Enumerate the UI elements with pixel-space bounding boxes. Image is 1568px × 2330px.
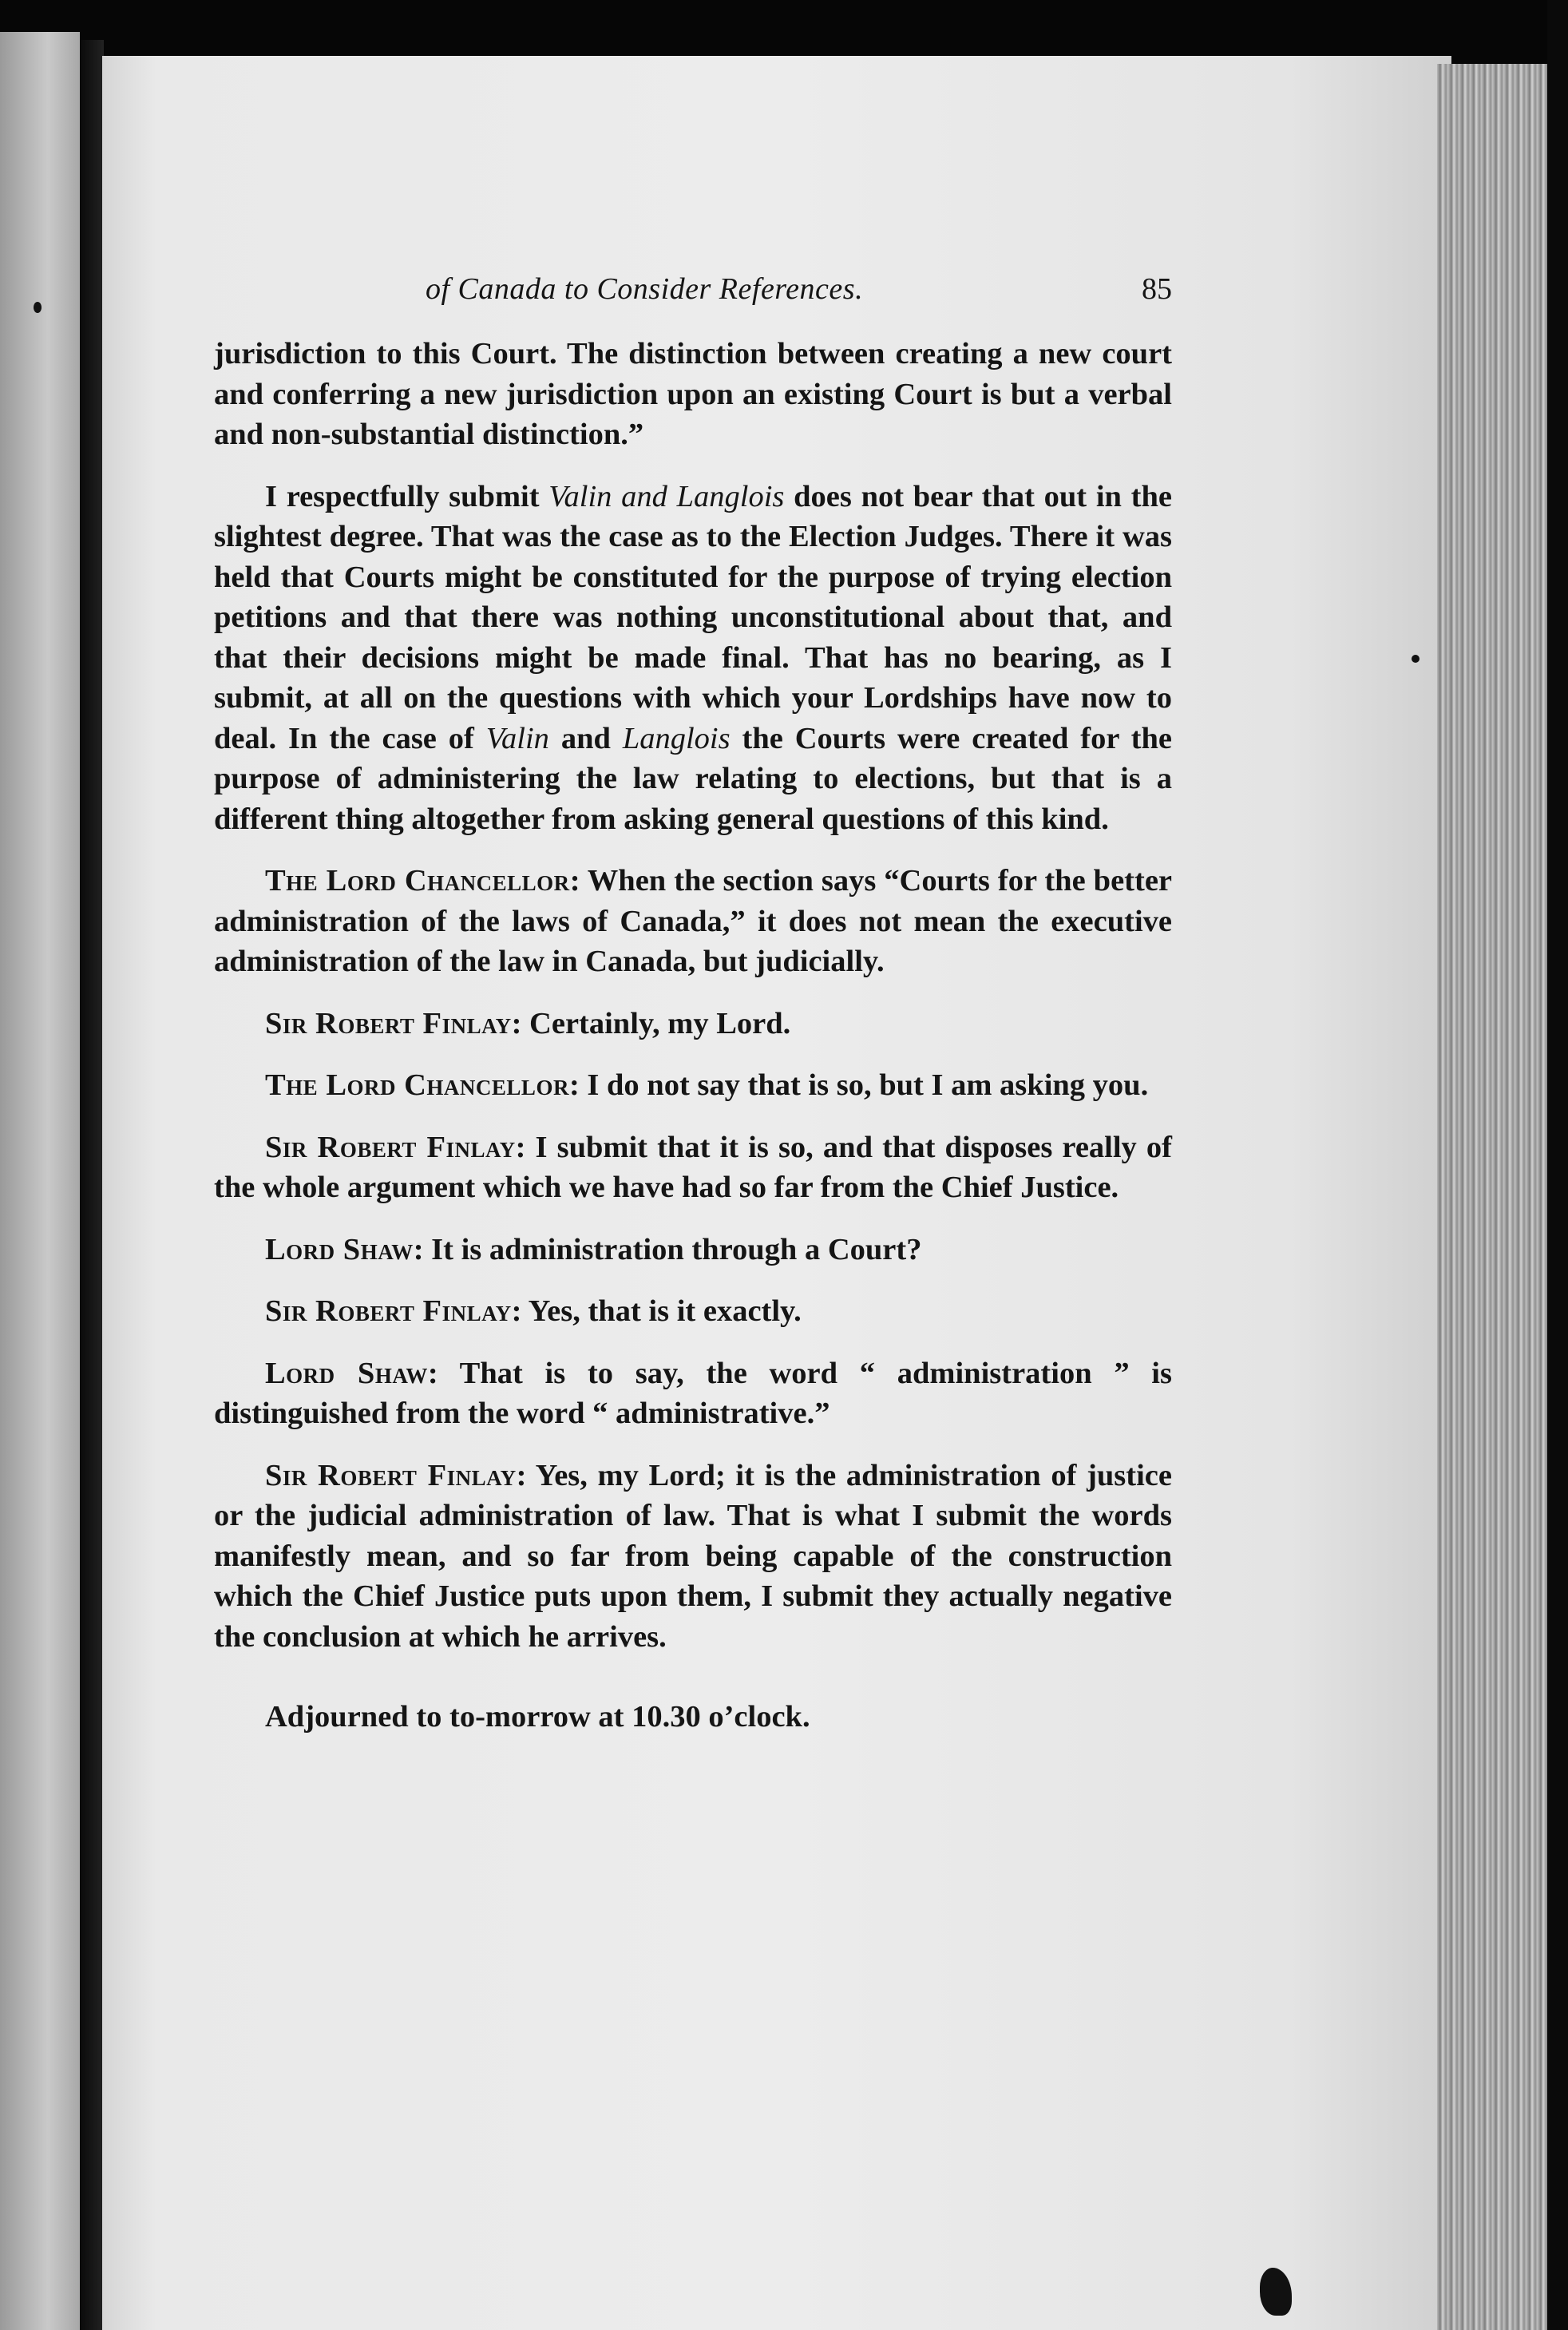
dialogue-text: : When the section says “Courts for the better administration of the laws of Canada,” it does not mean the executive administration of the law in Canada, but judicially. [214, 864, 1172, 978]
running-head [214, 271, 1172, 319]
adjournment-text: Adjourned to to-morrow at 10.30 o’clock. [265, 1700, 810, 1734]
speaker-name: The Lord Chancellor [265, 1068, 569, 1102]
facing-page-edge [0, 32, 80, 2330]
dialogue-paragraph [214, 1004, 1172, 1044]
dialogue-text: : It is administration through a Court? [413, 1232, 922, 1266]
dialogue-paragraph [214, 1353, 1172, 1434]
dialogue-text: : That is to say, the word “ administration ” is distinguished from the word “ administrative.” [214, 1356, 1172, 1430]
case-name: Langlois [622, 721, 731, 755]
case-name: Valin [485, 721, 549, 755]
paragraph-text: jurisdiction to this Court. The distinction between creating a new court and conferring a new jurisdiction upon an existing Court is but a verbal and non-substantial distinction.” [214, 337, 1172, 451]
dialogue-paragraph [214, 861, 1172, 982]
case-name: Valin and Langlois [548, 479, 785, 513]
running-head-title: of Canada to Consider References. [426, 272, 864, 306]
dialogue-paragraph [214, 1456, 1172, 1658]
dialogue-paragraph [214, 1291, 1172, 1332]
page-number: 85 [1142, 272, 1172, 306]
dialogue-text: : I do not say that is so, but I am asking you. [568, 1068, 1149, 1102]
speaker-name: Sir Robert Finlay [265, 1294, 512, 1328]
scan-speck [1412, 655, 1420, 663]
body-text [214, 334, 1172, 1759]
scanner-border [1547, 0, 1568, 2330]
paragraph-text: does not bear that out in the slightest degree. That was the case as to the Election Judges. There it was held that Courts might be constituted for the purpose of trying election petitions and that there was nothing unconstitutional about that, and that their decisions might be made final. That has no bearing, as I submit, at all on the questions with which your Lordships have now to deal. In the case of [214, 479, 1172, 755]
paragraph-valin-langlois [214, 477, 1172, 840]
dialogue-paragraph [214, 1230, 1172, 1270]
speaker-name: The Lord Chancellor [265, 864, 570, 898]
dialogue-paragraph [214, 1065, 1172, 1106]
paragraph-text: the Courts were created for the purpose of administering the law relating to elections, but that is a different thing altogether from asking general questions of this kind. [214, 721, 1172, 836]
dialogue-text: : Yes, that is it exactly. [511, 1294, 802, 1328]
dialogue-text: : I submit that it is so, and that disposes really of the whole argument which we have had so far from the Chief Justice. [214, 1130, 1172, 1204]
page-stack-edge [1437, 64, 1549, 2330]
speaker-name: Lord Shaw [265, 1232, 414, 1266]
paragraph-continuation [214, 334, 1172, 455]
dialogue-paragraph [214, 1127, 1172, 1208]
paragraph-text: and [548, 721, 623, 755]
paragraph-text: I respectfully submit [265, 479, 549, 513]
speaker-name: Sir Robert Finlay [265, 1130, 516, 1164]
speaker-name: Sir Robert Finlay [265, 1006, 512, 1040]
speaker-name: Lord Shaw [265, 1356, 428, 1390]
scan-speck [34, 302, 42, 313]
gutter-shadow [80, 40, 104, 2330]
dialogue-text: : Certainly, my Lord. [511, 1006, 791, 1040]
speaker-name: Sir Robert Finlay [265, 1458, 517, 1492]
adjournment-note [214, 1697, 1172, 1738]
dialogue-text: : Yes, my Lord; it is the administration of justice or the judicial administration of law. That is what I submit the words manifestly mean, and so far from being capable of the construction which the Chief Justice puts upon them, I submit they actually negative the conclusion at which he arrives. [214, 1458, 1172, 1654]
